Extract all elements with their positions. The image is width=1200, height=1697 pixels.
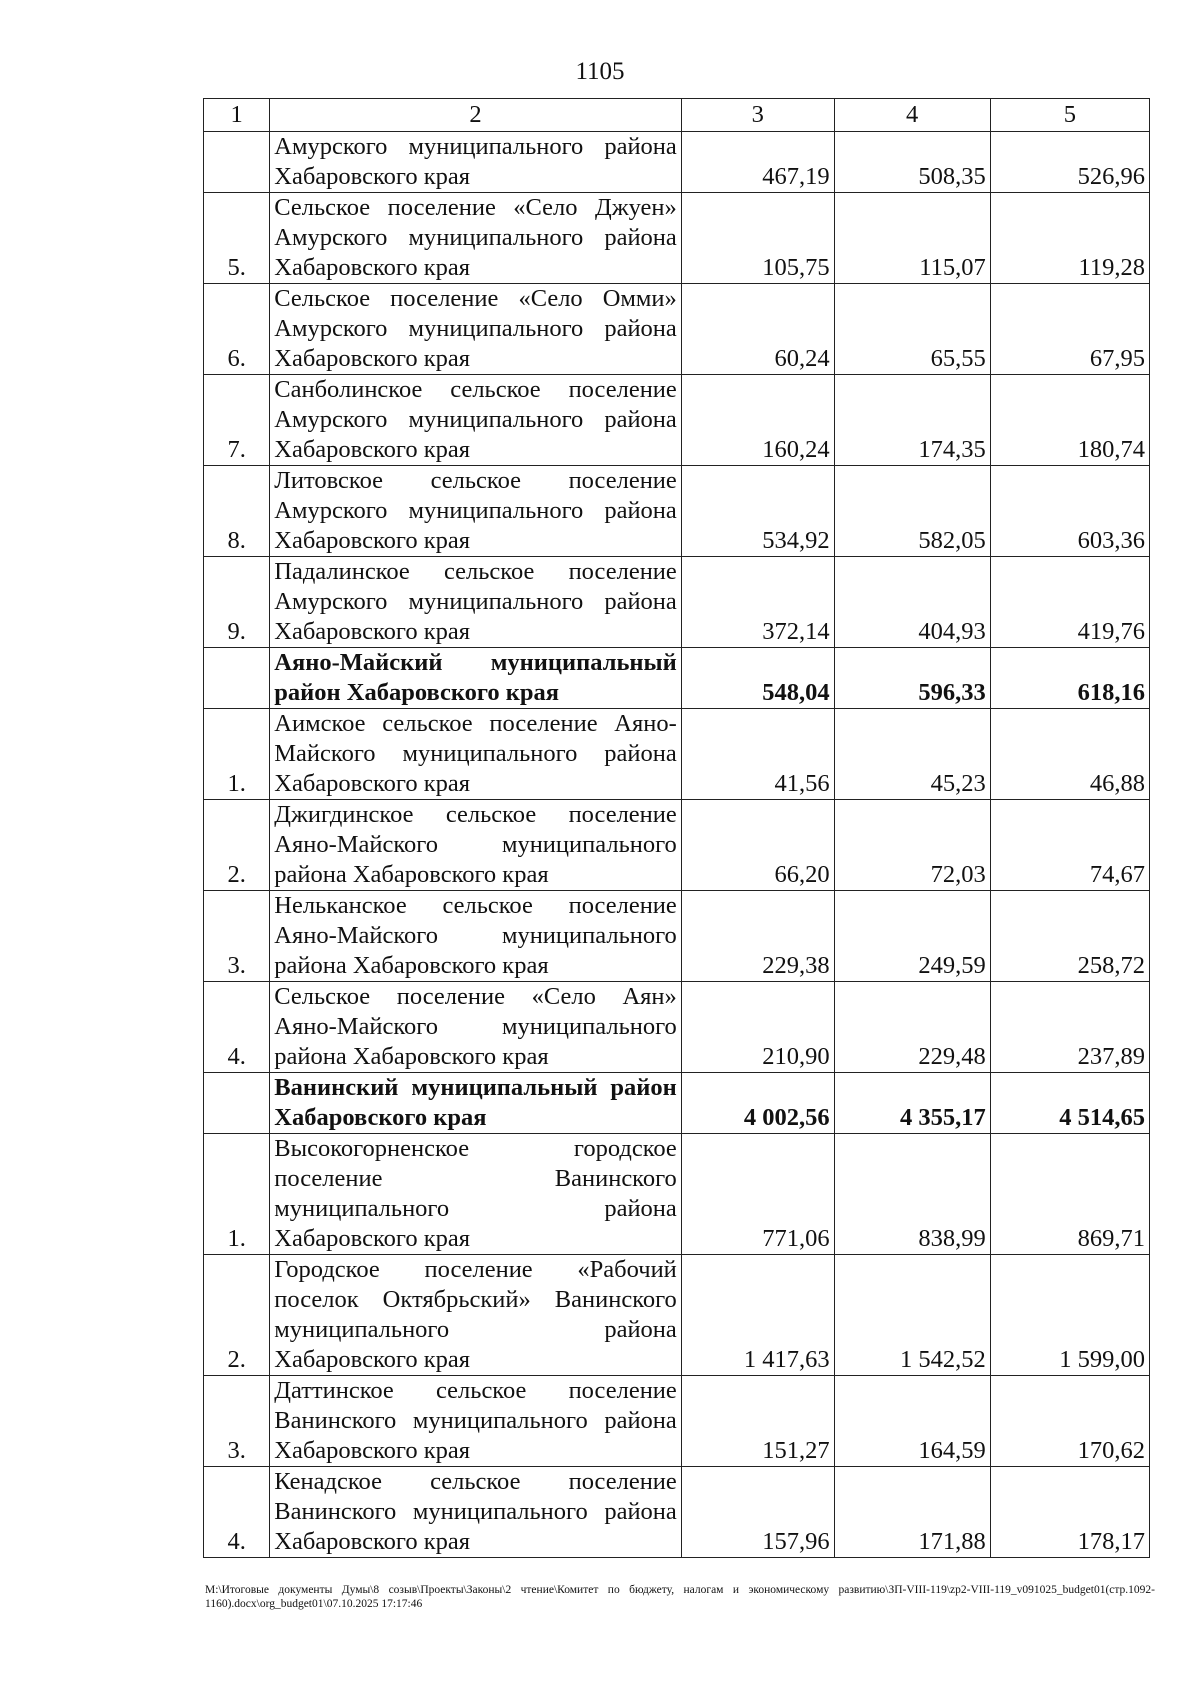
row-value-col5: 67,95 bbox=[990, 284, 1149, 375]
row-value-col3: 41,56 bbox=[681, 709, 834, 800]
table-row-district-total bbox=[204, 1073, 1150, 1134]
row-name: Сельское поселение «Село Аян» Аяно-Майского муниципального района Хабаровского края bbox=[270, 982, 682, 1073]
row-value-col5: 74,67 bbox=[990, 800, 1149, 891]
row-number: 1. bbox=[204, 709, 270, 800]
row-value-col5: 419,76 bbox=[990, 557, 1149, 648]
row-name: Аяно-Майский муниципальный район Хабаровского края bbox=[270, 648, 682, 709]
column-header-2: 2 bbox=[270, 99, 682, 132]
row-number: 1. bbox=[204, 1134, 270, 1255]
row-number: 8. bbox=[204, 466, 270, 557]
row-value-col5: 526,96 bbox=[990, 132, 1149, 193]
row-number bbox=[204, 1073, 270, 1134]
row-value-col4: 249,59 bbox=[834, 891, 990, 982]
row-value-col4: 582,05 bbox=[834, 466, 990, 557]
row-value-col5: 4 514,65 bbox=[990, 1073, 1149, 1134]
row-name: Литовское сельское поселение Амурского муниципального района Хабаровского края bbox=[270, 466, 682, 557]
row-name: Санболинское сельское поселение Амурского муниципального района Хабаровского края bbox=[270, 375, 682, 466]
row-value-col5: 1 599,00 bbox=[990, 1255, 1149, 1376]
row-value-col4: 115,07 bbox=[834, 193, 990, 284]
row-value-col5: 258,72 bbox=[990, 891, 1149, 982]
row-value-col3: 66,20 bbox=[681, 800, 834, 891]
row-number: 4. bbox=[204, 1467, 270, 1558]
row-value-col4: 171,88 bbox=[834, 1467, 990, 1558]
row-number: 9. bbox=[204, 557, 270, 648]
row-value-col3: 372,14 bbox=[681, 557, 834, 648]
row-number bbox=[204, 648, 270, 709]
row-value-col5: 119,28 bbox=[990, 193, 1149, 284]
row-value-col4: 72,03 bbox=[834, 800, 990, 891]
budget-table bbox=[203, 98, 1150, 1558]
table-row bbox=[204, 1255, 1150, 1376]
row-value-col5: 46,88 bbox=[990, 709, 1149, 800]
row-value-col3: 151,27 bbox=[681, 1376, 834, 1467]
row-value-col3: 210,90 bbox=[681, 982, 834, 1073]
row-value-col5: 603,36 bbox=[990, 466, 1149, 557]
row-value-col3: 771,06 bbox=[681, 1134, 834, 1255]
table-row bbox=[204, 375, 1150, 466]
row-value-col3: 157,96 bbox=[681, 1467, 834, 1558]
row-name: Амурского муниципального района Хабаровского края bbox=[270, 132, 682, 193]
row-value-col4: 65,55 bbox=[834, 284, 990, 375]
column-header-3: 3 bbox=[681, 99, 834, 132]
row-value-col5: 170,62 bbox=[990, 1376, 1149, 1467]
footer-file-path: M:\Итоговые документы Думы\8 созыв\Проекты\Законы\2 чтение\Комитет по бюджету, налогам и экономическому развитию\ЗП-VIII-119\zp2-VIII-119_v091025_budget01(стр.1092-1160).docx\org_budget01\07.10.2025 17:17:46 bbox=[205, 1584, 1155, 1610]
row-value-col4: 164,59 bbox=[834, 1376, 990, 1467]
row-number: 2. bbox=[204, 800, 270, 891]
row-value-col5: 180,74 bbox=[990, 375, 1149, 466]
table-row bbox=[204, 557, 1150, 648]
row-value-col4: 174,35 bbox=[834, 375, 990, 466]
row-number: 4. bbox=[204, 982, 270, 1073]
row-value-col3: 1 417,63 bbox=[681, 1255, 834, 1376]
row-value-col3: 467,19 bbox=[681, 132, 834, 193]
row-value-col3: 534,92 bbox=[681, 466, 834, 557]
row-name: Сельское поселение «Село Джуен» Амурского муниципального района Хабаровского края bbox=[270, 193, 682, 284]
row-value-col3: 4 002,56 bbox=[681, 1073, 834, 1134]
table-row bbox=[204, 1467, 1150, 1558]
table-row-district-total bbox=[204, 648, 1150, 709]
row-value-col4: 404,93 bbox=[834, 557, 990, 648]
row-number: 6. bbox=[204, 284, 270, 375]
row-value-col5: 618,16 bbox=[990, 648, 1149, 709]
row-number: 5. bbox=[204, 193, 270, 284]
row-name: Кенадское сельское поселение Ванинского муниципального района Хабаровского края bbox=[270, 1467, 682, 1558]
row-number bbox=[204, 132, 270, 193]
table-row bbox=[204, 1134, 1150, 1255]
row-value-col3: 60,24 bbox=[681, 284, 834, 375]
table-row bbox=[204, 1376, 1150, 1467]
row-name: Сельское поселение «Село Омми» Амурского муниципального района Хабаровского края bbox=[270, 284, 682, 375]
row-name: Ванинский муниципальный район Хабаровского края bbox=[270, 1073, 682, 1134]
row-value-col5: 869,71 bbox=[990, 1134, 1149, 1255]
row-value-col4: 596,33 bbox=[834, 648, 990, 709]
row-number: 2. bbox=[204, 1255, 270, 1376]
table-row bbox=[204, 800, 1150, 891]
table-row bbox=[204, 193, 1150, 284]
row-value-col4: 508,35 bbox=[834, 132, 990, 193]
row-name: Падалинское сельское поселение Амурского муниципального района Хабаровского края bbox=[270, 557, 682, 648]
row-number: 3. bbox=[204, 891, 270, 982]
table-row bbox=[204, 709, 1150, 800]
row-name: Даттинское сельское поселение Ванинского муниципального района Хабаровского края bbox=[270, 1376, 682, 1467]
row-value-col3: 548,04 bbox=[681, 648, 834, 709]
table-row bbox=[204, 132, 1150, 193]
row-value-col3: 229,38 bbox=[681, 891, 834, 982]
row-name: Джигдинское сельское поселение Аяно-Майского муниципального района Хабаровского края bbox=[270, 800, 682, 891]
column-header-1: 1 bbox=[204, 99, 270, 132]
row-value-col4: 45,23 bbox=[834, 709, 990, 800]
row-name: Высокогорненское городское поселение Ванинского муниципального района Хабаровского края bbox=[270, 1134, 682, 1255]
row-value-col3: 160,24 bbox=[681, 375, 834, 466]
column-header-4: 4 bbox=[834, 99, 990, 132]
row-name: Нельканское сельское поселение Аяно-Майского муниципального района Хабаровского края bbox=[270, 891, 682, 982]
row-value-col4: 229,48 bbox=[834, 982, 990, 1073]
row-value-col4: 838,99 bbox=[834, 1134, 990, 1255]
row-value-col4: 1 542,52 bbox=[834, 1255, 990, 1376]
table-row bbox=[204, 891, 1150, 982]
table-row bbox=[204, 982, 1150, 1073]
table-row bbox=[204, 284, 1150, 375]
table-row bbox=[204, 466, 1150, 557]
row-name: Аимское сельское поселение Аяно-Майского муниципального района Хабаровского края bbox=[270, 709, 682, 800]
row-name: Городское поселение «Рабочий поселок Октябрьский» Ванинского муниципального района Хабаровского края bbox=[270, 1255, 682, 1376]
row-value-col5: 178,17 bbox=[990, 1467, 1149, 1558]
row-value-col5: 237,89 bbox=[990, 982, 1149, 1073]
page-number: 1105 bbox=[575, 58, 625, 85]
row-value-col3: 105,75 bbox=[681, 193, 834, 284]
row-number: 7. bbox=[204, 375, 270, 466]
table-header-row bbox=[204, 99, 1150, 132]
column-header-5: 5 bbox=[990, 99, 1149, 132]
row-value-col4: 4 355,17 bbox=[834, 1073, 990, 1134]
row-number: 3. bbox=[204, 1376, 270, 1467]
